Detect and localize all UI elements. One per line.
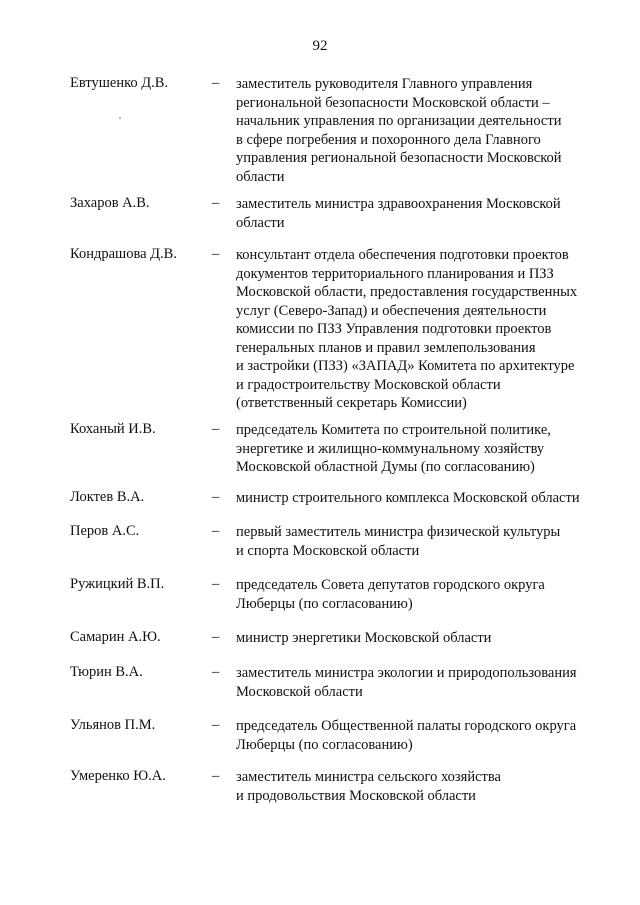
member-name: Перов А.С.	[70, 523, 140, 539]
position-line: области	[236, 168, 285, 185]
separator-dash: –	[212, 421, 220, 437]
member-position	[236, 246, 616, 413]
position-line: и продовольствия Московской области	[236, 787, 476, 804]
separator-dash: –	[212, 629, 220, 645]
separator-dash: –	[212, 75, 220, 91]
position-line: консультант отдела обеспечения подготовки проектов	[236, 247, 569, 263]
position-line: начальник управления по организации деятельности	[236, 113, 562, 129]
member-position	[236, 664, 616, 701]
position-line: министр энергетики Московской области	[236, 630, 492, 646]
member-name: Ружицкий В.П.	[70, 576, 165, 592]
separator-dash: –	[212, 246, 220, 262]
member-position	[236, 523, 616, 560]
member-position	[236, 489, 616, 508]
position-line: и градостроительству Московской области	[236, 376, 501, 393]
position-line: заместитель руководителя Главного управления	[236, 76, 533, 92]
position-line: министр строительного комплекса Московской области	[236, 490, 580, 506]
member-position	[236, 75, 616, 186]
position-line: первый заместитель министра физической культуры	[236, 524, 561, 540]
position-line: председатель Общественной палаты городского округа	[236, 718, 577, 734]
position-line: Люберцы (по согласованию)	[236, 595, 413, 612]
member-position	[236, 768, 616, 805]
member-position	[236, 629, 616, 648]
position-line: генеральных планов и правил землепользования	[236, 339, 536, 356]
member-name: Умеренко Ю.А.	[70, 768, 166, 784]
separator-dash: –	[212, 489, 220, 505]
separator-dash: –	[212, 664, 220, 680]
position-line: Московской области, предоставления государственных	[236, 284, 578, 300]
member-name: Самарин А.Ю.	[70, 629, 161, 645]
member-position	[236, 717, 616, 754]
position-line: Московской области	[236, 683, 363, 700]
position-line: энергетике и жилищно-коммунальному хозяйству	[236, 440, 545, 457]
position-line: услуг (Северо-Запад) и обеспечения деятельности	[236, 302, 547, 319]
page-number: 92	[312, 38, 328, 54]
position-line: Московской областной Думы (по согласованию)	[236, 459, 535, 475]
position-line: (ответственный секретарь Комиссии)	[236, 395, 467, 411]
member-name: Ульянов П.М.	[70, 717, 156, 733]
position-line: и застройки (ПЗЗ) «ЗАПАД» Комитета по архитектуре	[236, 358, 575, 374]
position-line: области	[236, 214, 285, 231]
scan-speck	[119, 117, 121, 119]
separator-dash: –	[212, 523, 220, 539]
member-position	[236, 576, 616, 613]
member-name: Кондрашова Д.В.	[70, 246, 177, 262]
position-line: заместитель министра здравоохранения Московской	[236, 196, 561, 212]
member-position	[236, 195, 616, 232]
separator-dash: –	[212, 768, 220, 784]
position-line: региональной безопасности Московской области –	[236, 94, 550, 111]
member-name: Тюрин В.А.	[70, 664, 143, 680]
position-line: председатель Совета депутатов городского округа	[236, 577, 545, 593]
position-line: заместитель министра сельского хозяйства	[236, 769, 501, 785]
member-name: Захаров А.В.	[70, 195, 150, 211]
position-line: Люберцы (по согласованию)	[236, 736, 413, 753]
separator-dash: –	[212, 195, 220, 211]
position-line: документов территориального планирования и ПЗЗ	[236, 265, 554, 282]
position-line: заместитель министра экологии и природопользования	[236, 665, 577, 681]
member-position	[236, 421, 616, 477]
position-line: управления региональной безопасности Московской	[236, 150, 562, 166]
position-line: в сфере погребения и похоронного дела Главного	[236, 131, 541, 148]
separator-dash: –	[212, 717, 220, 733]
member-name: Евтушенко Д.В.	[70, 75, 169, 91]
separator-dash: –	[212, 576, 220, 592]
member-name: Коханый И.В.	[70, 421, 156, 437]
position-line: комиссии по ПЗЗ Управления подготовки проектов	[236, 321, 552, 337]
position-line: председатель Комитета по строительной политике,	[236, 422, 551, 438]
member-name: Локтев В.А.	[70, 489, 145, 505]
position-line: и спорта Московской области	[236, 542, 420, 559]
